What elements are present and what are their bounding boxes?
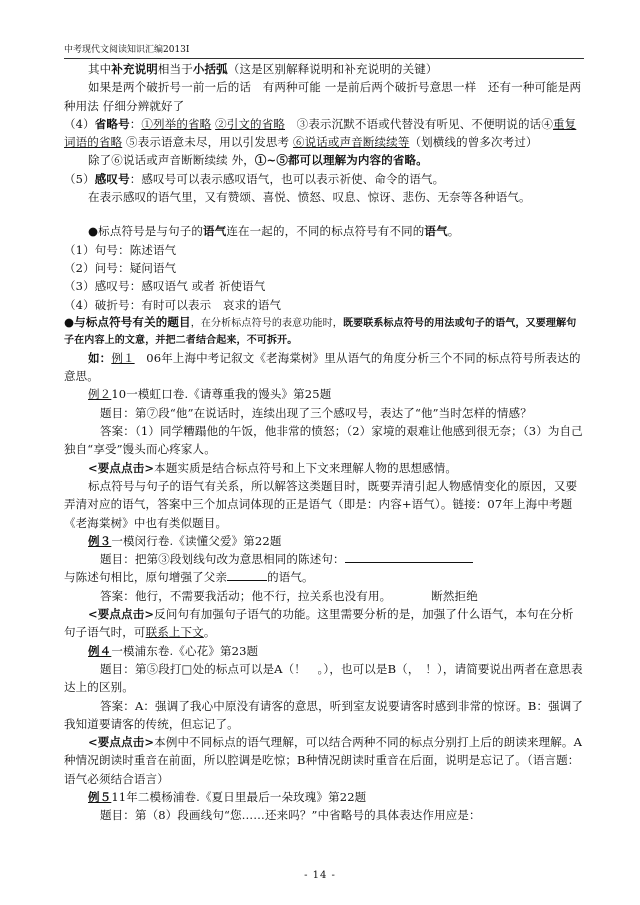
list-item: （1）句号：陈述语气 (64, 242, 177, 257)
paragraph: 例４一模浦东卷.《心花》第23题 (88, 643, 259, 658)
paragraph: 在表示感叹的语气里，又有赞颂、喜悦、愤怒、叹息、惊讶、悲伤、无奈等各种语气。 (88, 190, 531, 205)
paragraph: 例２10一模虹口卷.《请尊重我的馒头》第25题 (88, 387, 332, 402)
header-title: 中考现代文阅读知识汇编2013Ⅰ (64, 45, 190, 55)
paragraph: 答案：A：强调了我心中原没有请客的意思，听到室友说要请客时感到非常的惊讶。B：强调了我知道要请客的传统，但忘记了。 (64, 698, 584, 731)
paragraph: （5）感叹号：感叹号可以表示感叹语气，也可以表示祈使、命令的语气。 (64, 171, 445, 186)
paragraph: 答案：他行，不需要我活动；他不行，拉关系也没有用。 断然拒绝 (100, 588, 478, 603)
paragraph: <要点点击>反问句有加强句子语气的功能。这里需要分析的是，加强了什么语气，本句在分析句子语气时，可联系上下文。 (64, 607, 574, 640)
paragraph: （4）省略号：①列举的省略 ②引文的省略 ③表示沉默不语或代替没有听见、不便明说的话④重复词语的省略 ⑤表示语意未尽，用以引发思考 ⑥说话或声音断续续等（划横线的曾多次考过） (64, 116, 577, 150)
paragraph: 题目：第（8）段画线句“您……还来吗？”中省略号的具体表达作用应是： (100, 808, 481, 823)
paragraph: 如：例１ 06年上海中考记叙文《老海棠树》里从语气的角度分析三个不同的标点符号所表达的意思。 (64, 350, 581, 384)
list-item: （4）破折号：有时可以表示 哀求的语气 (64, 297, 282, 312)
paragraph: 如果是两个破折号一前一后的话 有两种可能 一是前后两个破折号意思一样 还有一种可能是两种用法 仔细分辨就好了 (64, 80, 582, 113)
paragraph: <要点点击>本例中不同标点的语气理解，可以结合两种不同的标点分别打上后的朗读来理解。A种情况朗读时重音在前面，所以腔调是吃惊；B种情况朗读时重音在后面，说明是忘记了。（语言题：语气必须结合语言） (64, 735, 583, 786)
paragraph: 标点符号与句子的语气有关系，所以解答这类题目时，既要弄清引起人物感情变化的原因，又要弄清对应的语气，答案中三个加点词体现的正是语气（即是：内容+语气）。链接：07年上海中考题《老海棠树》中也有类似题目。 (64, 478, 578, 530)
paragraph: 题目：第⑦段“他”在说话时，连续出现了三个感叹号，表达了“他”当时怎样的情感？ (100, 405, 532, 420)
paragraph: 与陈述句相比，原句增强了父亲 的语气。 (64, 570, 314, 585)
paragraph: 题目：把第③段划线句改为意思相同的陈述句： (64, 550, 584, 568)
paragraph: 其中补充说明相当于小括弧（这是区别解释说明和补充说明的关键） (88, 62, 438, 76)
paragraph: 题目：第⑤段打□处的标点可以是A（！ 。），也可以是B（， ！），请简要说出两者在意思表达上的区别。 (64, 661, 583, 695)
paragraph: 例３一模闵行卷.《读懂父爱》第22题 (88, 533, 282, 548)
answer-blank (227, 569, 267, 581)
paragraph: ●与标点符号有关的题目，在分析标点符号的表意功能时，既要联系标点符号的用法或句子的语气，又要理解句子在内容上的文意，并把二者结合起来，不可拆开。 (64, 314, 577, 346)
paragraph: 除了⑥说话或声音断断续续 外，①~⑤都可以理解为内容的省略。 (88, 153, 428, 168)
answer-blank (345, 551, 473, 563)
paragraph: ●标点符号是与句子的语气连在一起的，不同的标点符号有不同的语气。 (88, 224, 460, 239)
paragraph: 例５11年二模杨浦卷.《夏日里最后一朵玫瑰》第22题 (88, 789, 367, 804)
list-item: （2）问号：疑问语气 (64, 260, 177, 275)
document-body (64, 60, 584, 825)
list-item: （3）感叹号：感叹语气 或者 祈使语气 (64, 279, 266, 294)
paragraph: <要点点击>本题实质是结合标点符号和上下文来理解人物的思想感情。 (88, 460, 458, 475)
paragraph: 答案：（1）同学糟蹋他的午饭，他非常的愤怒；（2）家境的艰难让他感到很无奈；（3）为自己独自“享受”馒头而心疼家人。 (64, 424, 583, 457)
page-header (64, 44, 584, 59)
spacer (64, 206, 584, 222)
page-number: - 14 - (304, 870, 336, 881)
